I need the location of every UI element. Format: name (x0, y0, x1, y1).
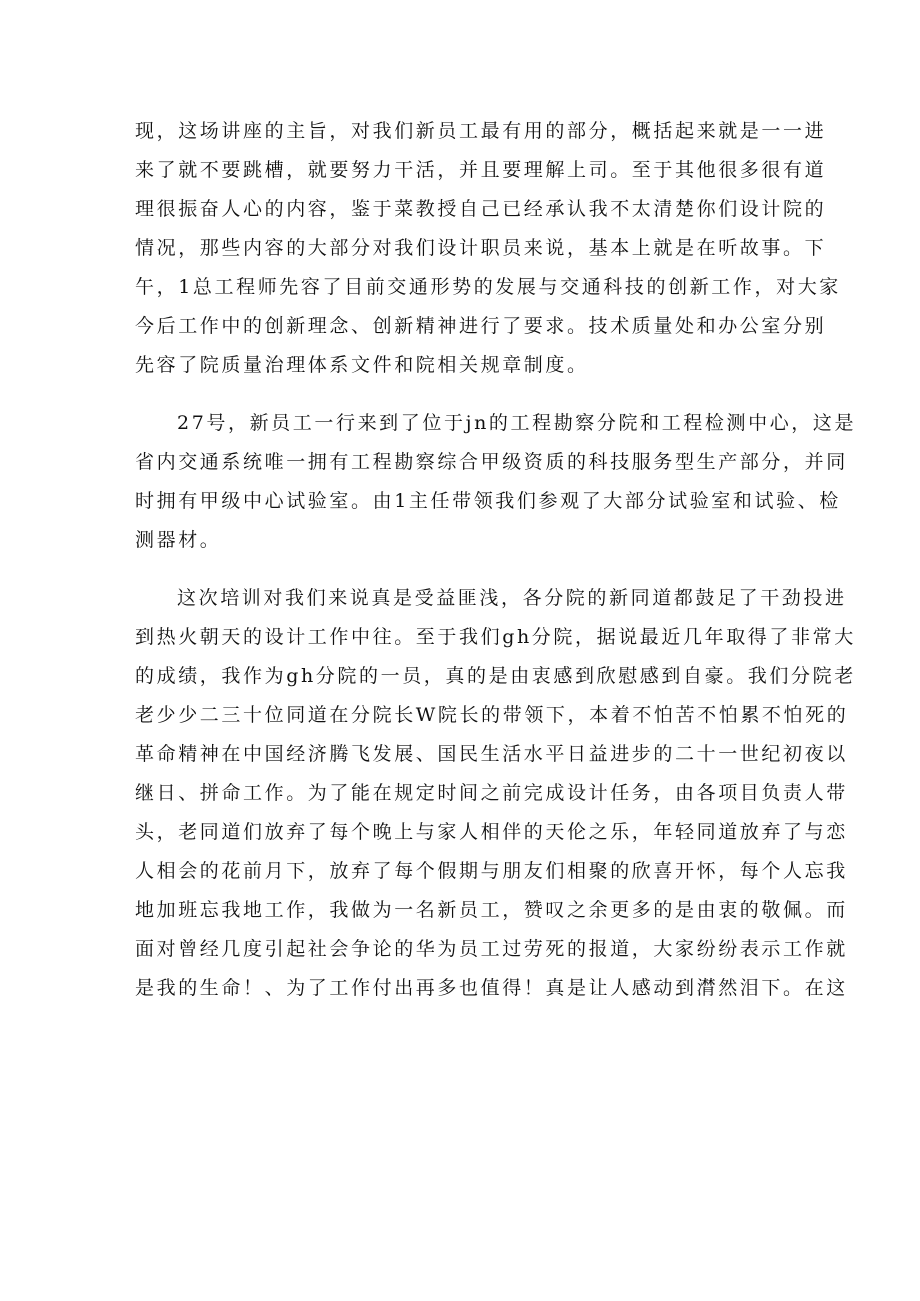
text-line: 老少少二三十位同道在分院长W院长的带领下，本着不怕苦不怕累不怕死的 (135, 704, 849, 726)
text-line: 情况，那些内容的大部分对我们设计职员来说，基本上就是在听故事。下 (135, 237, 827, 259)
paragraph-gap (135, 385, 795, 404)
paragraph-3 (135, 579, 856, 1008)
text-line: 革命精神在中国经济腾飞发展、国民生活水平日益进步的二十一世纪初夜以 (135, 743, 848, 765)
text-line: 地加班忘我地工作，我做为一名新员工，赞叹之余更多的是由衷的敬佩。而 (135, 899, 848, 921)
text-line: 现，这场讲座的主旨，对我们新员工最有用的部分，概括起来就是一一进 (135, 120, 827, 142)
paragraph-gap (135, 560, 795, 579)
text-line: 测器材。 (135, 529, 222, 551)
text-line: 面对曾经几度引起社会争论的华为员工过劳死的报道，大家纷纷表示工作就 (135, 938, 848, 960)
paragraph-1 (135, 112, 841, 385)
text-line: 先容了院质量治理体系文件和院相关规章制度。 (135, 354, 589, 376)
text-line: 理很振奋人心的内容，鉴于菜教授自己已经承认我不太清楚你们设计院的 (135, 198, 827, 220)
text-line: 人相会的花前月下，放弃了每个假期与朋友们相聚的欣喜开怀，每个人忘我 (135, 860, 848, 882)
text-line: 时拥有甲级中心试验室。由1主任带领我们参观了大部分试验室和试验、检 (135, 490, 841, 512)
paragraph-2 (135, 404, 857, 560)
text-line: 的成绩，我作为gh分院的一员，真的是由衷感到欣慰感到自豪。我们分院老 (135, 665, 856, 687)
text-line: 省内交通系统唯一拥有工程勘察综合甲级资质的科技服务型生产部分，并同 (135, 451, 848, 473)
text-line: 头，老同道们放弃了每个晚上与家人相伴的天伦之乐，年轻同道放弃了与恋 (135, 821, 848, 843)
text-line: 继日、拼命工作。为了能在规定时间之前完成设计任务，由各项目负责人带 (135, 782, 848, 804)
document-body (135, 112, 857, 1008)
text-line: 这次培训对我们来说真是受益匪浅，各分院的新同道都鼓足了干劲投进 (177, 587, 847, 609)
text-line: 来了就不要跳槽，就要努力干活，并且要理解上司。至于其他很多很有道 (135, 159, 827, 181)
text-line: 午，1总工程师先容了目前交通形势的发展与交通科技的创新工作，对大家 (135, 276, 841, 298)
text-line: 是我的生命！、为了工作付出再多也值得！真是让人感动到潸然泪下。在这 (135, 977, 848, 999)
text-line: 今后工作中的创新理念、创新精神进行了要求。技术质量处和办公室分别 (135, 315, 827, 337)
text-line: 27号，新员工一行来到了位于jn的工程勘察分院和工程检测中心，这是 (177, 412, 857, 434)
text-line: 到热火朝天的设计工作中往。至于我们gh分院，据说最近几年取得了非常大 (135, 626, 856, 648)
